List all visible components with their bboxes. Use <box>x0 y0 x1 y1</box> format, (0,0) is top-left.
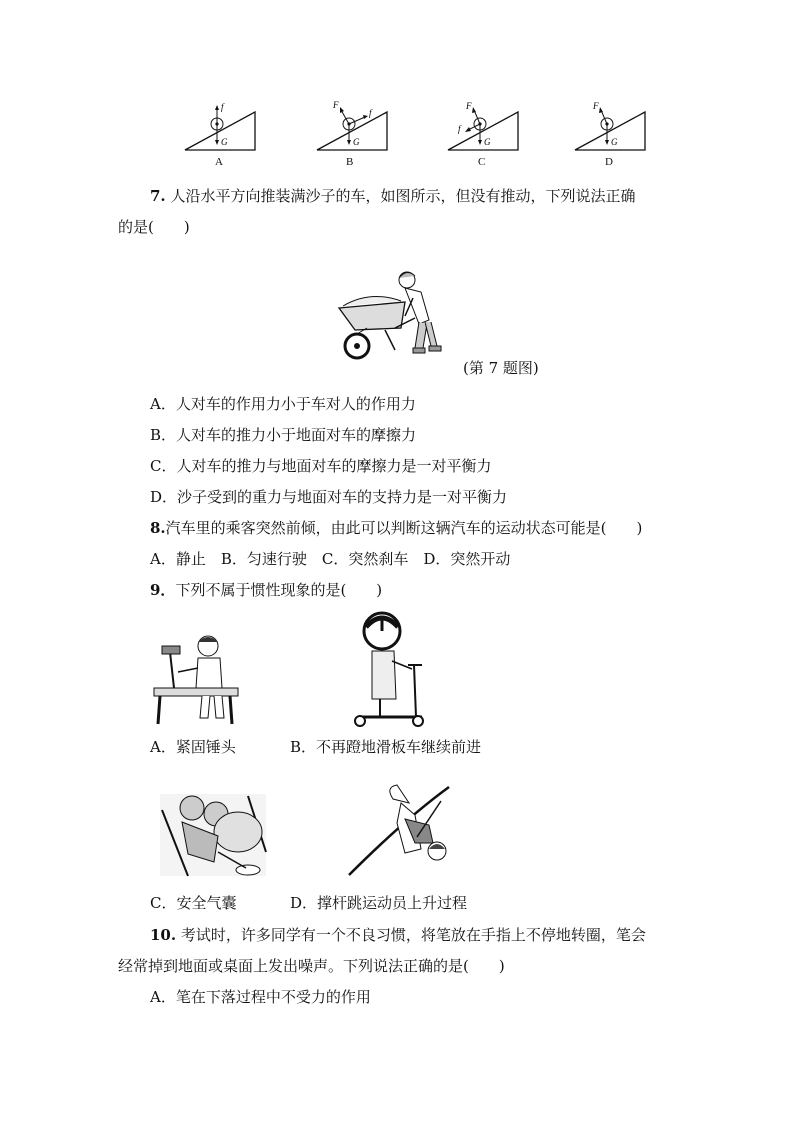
q9-number: 9． <box>150 581 176 599</box>
q9b-scooter-illustration <box>352 607 436 729</box>
q7-option-a: A．人对车的作用力小于车对人的作用力 <box>150 395 416 413</box>
q7-wheelbarrow-illustration <box>335 268 447 364</box>
q9a-hammer-illustration <box>150 632 246 728</box>
hammer-bench-icon <box>150 632 246 728</box>
label-f-a: f <box>221 102 224 112</box>
q7-option-d: D．沙子受到的重力与地面对车的支持力是一对平衡力 <box>150 488 508 506</box>
q10-number: 10. <box>150 926 177 944</box>
incline-figure-c <box>448 101 518 150</box>
q6-figure-row <box>175 100 655 175</box>
label-g-a: G <box>221 137 228 147</box>
q8-number: 8. <box>150 519 166 537</box>
svg-text:f: f <box>369 108 372 118</box>
q9-option-d: D．撑杆跳运动员上升过程 <box>290 894 468 912</box>
incline-figure-b <box>317 100 387 150</box>
q7-stem-line1: 7. 人沿水平方向推装满沙子的车，如图所示，但没有推动，下列说法正确 <box>150 187 636 205</box>
q9-option-b: B．不再蹬地滑板车继续前进 <box>290 738 482 756</box>
q9-option-c: C．安全气囊 <box>150 894 237 912</box>
q10-stem-line2: 经常掉到地面或桌面上发出噪声。下列说法正确的是( ) <box>118 957 505 975</box>
pole-vault-icon <box>345 779 455 879</box>
option-label-a: A <box>215 156 223 168</box>
q9-stem: 9．下列不属于惯性现象的是( ) <box>150 581 383 599</box>
q7-option-b: B．人对车的推力小于地面对车的摩擦力 <box>150 426 417 444</box>
svg-text:G: G <box>353 137 360 147</box>
q9-option-a: A．紧固锤头 <box>150 738 236 756</box>
q10-stem-line1: 10. 考试时，许多同学有一个不良习惯，将笔放在手指上不停地转圈，笔会 <box>150 926 646 944</box>
option-label-d: D <box>605 156 613 168</box>
option-label-c: C <box>478 156 486 168</box>
q9d-polevault-illustration <box>345 779 455 879</box>
option-label-b: B <box>346 156 354 168</box>
incline-figure-a <box>185 102 255 150</box>
svg-text:F: F <box>593 101 599 111</box>
incline-figure-d <box>575 101 645 150</box>
wheelbarrow-person-icon <box>335 268 447 364</box>
svg-text:F: F <box>333 100 339 110</box>
scooter-child-icon <box>352 607 436 729</box>
svg-text:G: G <box>611 137 618 147</box>
incline-diagrams <box>175 100 655 175</box>
airbag-icon <box>158 792 268 878</box>
q9c-airbag-illustration <box>158 792 268 878</box>
svg-text:F: F <box>466 101 472 111</box>
q8-stem: 8.汽车里的乘客突然前倾，由此可以判断这辆汽车的运动状态可能是( ) <box>150 519 643 537</box>
q7-option-c: C．人对车的推力与地面对车的摩擦力是一对平衡力 <box>150 457 492 475</box>
q7-figure-caption: (第 7 题图) <box>463 359 539 377</box>
q7-number: 7. <box>150 187 166 205</box>
q10-option-a: A．笔在下落过程中不受力的作用 <box>150 988 371 1006</box>
svg-text:G: G <box>484 137 491 147</box>
svg-text:f: f <box>458 124 461 134</box>
q8-options: A．静止 B．匀速行驶 C．突然刹车 D．突然开动 <box>150 550 511 568</box>
q7-stem-line2: 的是( ) <box>118 218 190 236</box>
